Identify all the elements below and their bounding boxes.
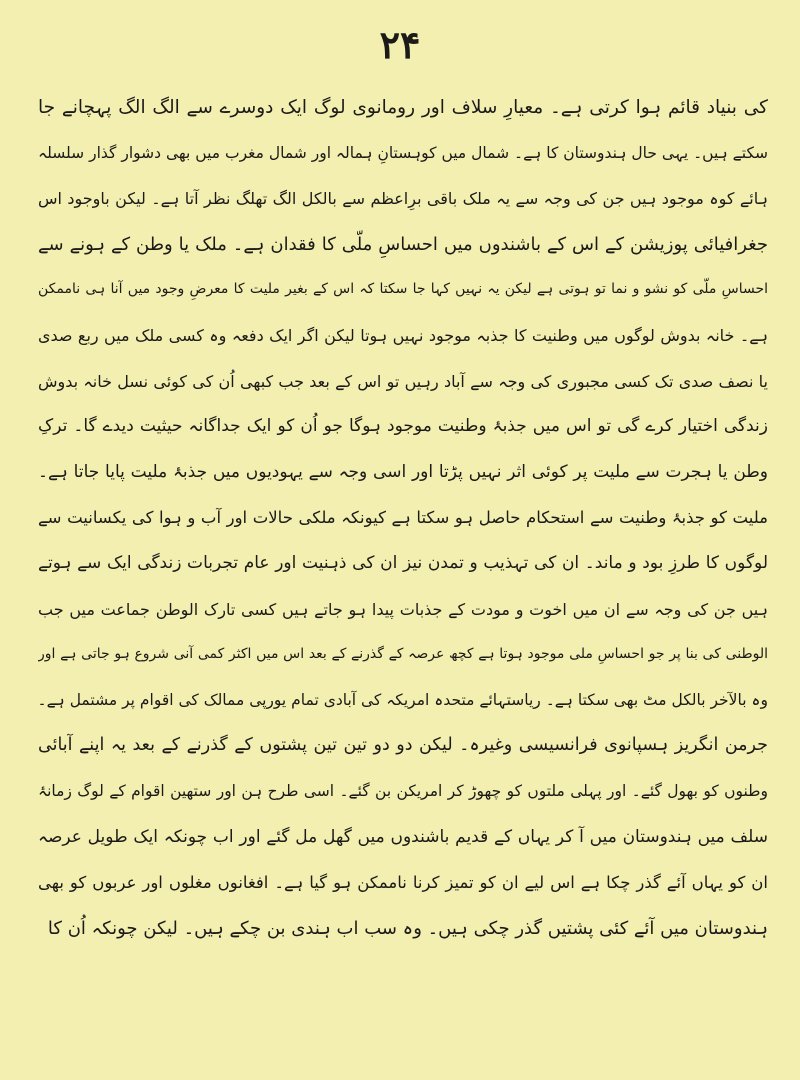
page-number: ۲۴ <box>379 22 421 67</box>
text-line: جرمن انگریز ہسپانوی فرانسیسی وغیرہ۔ لیکن دو دو تین تین پشتوں کے گذرنے کے بعد یہ اپنے آبائی <box>38 735 768 756</box>
text-line: زندگی اختیار کرے گی تو اس میں جذبۂ وطنیت موجود ہوگا جو اُن کو ایک جداگانہ حیثیت دیدے گا۔ ترکِ <box>38 416 768 437</box>
text-line: ہندوستان میں آئے کئی پشتیں گذر چکی ہیں۔ وہ سب اب ہندی بن چکے ہیں۔ لیکن چونکہ اُن کا <box>47 917 768 939</box>
text-line: وطن یا ہجرت سے ملیت پر کوئی اثر نہیں پڑتا اور اسی وجہ سے یہودیوں میں جذبۂ ملیت پایا جاتا ہے۔ <box>38 461 768 482</box>
text-line: ہائے کوہ موجود ہیں جن کی وجہ سے یہ ملک باقی برِاعظم سے بالکل الگ تھلگ نظر آتا ہے۔ لیکن باوجود اس <box>38 189 768 209</box>
text-line: جغرافیائی پوزیشن کے اس کے باشندوں میں احساسِ ملّی کا فقدان ہے۔ ملک یا وطن کے ہونے سے <box>38 233 768 255</box>
text-line: احساسِ ملّی کو نشو و نما تو ہوتی ہے لیکن یہ نہیں کہا جا سکتا کہ اس کے بغیر ملیت کا معرضِ وجود میں آنا ہی ناممکن <box>38 281 768 298</box>
text-line: یا نصف صدی تک کسی مجبوری کی وجہ سے آباد رہیں تو اس کے بعد جب کبھی اُن کی کوئی نسل خانہ بدوش <box>38 371 768 391</box>
text-line: لوگوں کا طرزِ بود و ماند۔ ان کی تہذیب و تمدن نیز ان کی ذہنیت اور عام تجربات زندگی ایک سے ہوتے <box>38 552 768 573</box>
text-line: ہے۔ خانہ بدوش لوگوں میں وطنیت کا جذبہ موجود نہیں ہوتا لیکن اگر ایک دفعہ وہ کسی ملک میں ربع صدی <box>38 325 768 345</box>
body-text <box>38 85 768 951</box>
text-line: ملیت کو جذبۂ وطنیت سے استحکام حاصل ہو سکتا ہے کیونکہ ملکی حالات اور آب و ہوا کی یکسانیت سے <box>38 508 768 528</box>
text-line: وہ بالآخر بالکل مٹ بھی سکتا ہے۔ ریاستہائے متحدہ امریکہ کی آبادی تمام یورپی ممالک کی اقوام پر مشتمل ہے۔ <box>38 690 768 709</box>
text-line: الوطنی کی بنا پر جو احساسِ ملی موجود ہوتا ہے کچھ عرصہ کے گذرنے کے بعد اس میں اکثر کمی آنی شروع ہو جاتی ہے اور <box>38 646 768 663</box>
text-line: ہیں جن کی وجہ سے ان میں اخوت و مودت کے جذبات پیدا ہو جاتے ہیں کسی تارک الوطن جماعت میں جب <box>38 599 768 619</box>
text-line: ان کو یہاں آئے گذر چکا ہے اس لیے ان کو تمیز کرنا ناممکن ہو گیا ہے۔ افغانوں مغلوں اور عربوں کو بھی <box>38 873 768 893</box>
text-line: کی بنیاد قائم ہوا کرتی ہے۔ معیارِ سلاف اور رومانوی لوگ ایک دوسرے سے الگ الگ پہچانے جا <box>38 97 768 118</box>
text-line: سلف میں ہندوستان میں آ کر یہاں کے قدیم باشندوں میں گھل مل گئے اور اب چونکہ ایک طویل عرصہ <box>38 826 768 847</box>
text-line: وطنوں کو بھول گئے۔ اور پہلی ملتوں کو چھوڑ کر امریکن بن گئے۔ اسی طرح ہن اور ستھین اقوام کے لوگ زمانۂ <box>38 781 768 800</box>
text-line: سکتے ہیں۔ یہی حال ہندوستان کا ہے۔ شمال میں کوہستانِ ہمالہ اور شمال مغرب میں بھی دشوار گذار سلسلہ <box>38 143 768 162</box>
